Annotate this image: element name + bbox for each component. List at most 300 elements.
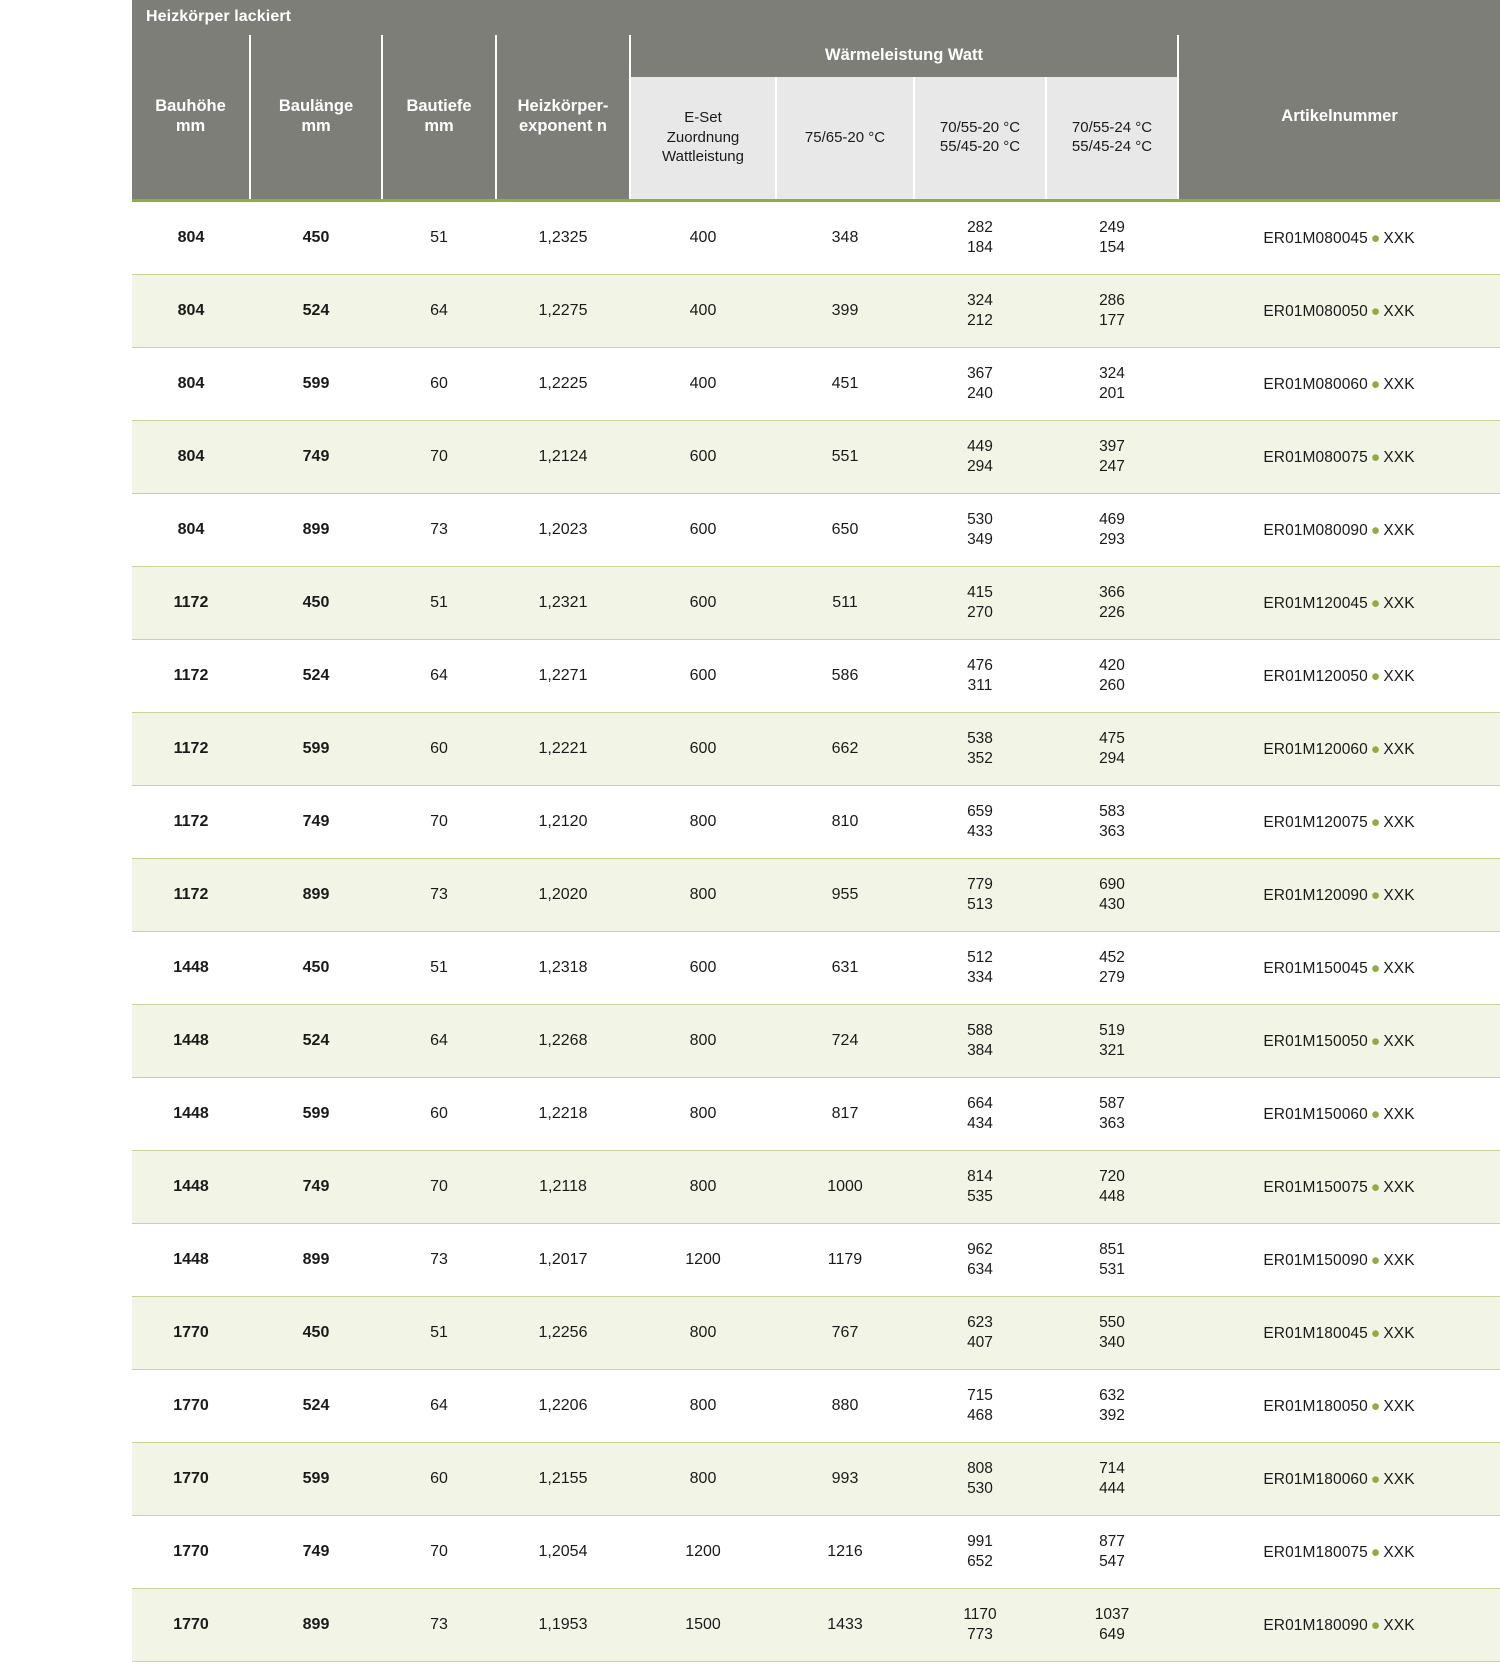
cell-exponent: 1,2325 bbox=[496, 202, 630, 275]
cell-baulaenge: 524 bbox=[250, 640, 382, 713]
cell-artikelnummer bbox=[1178, 1370, 1500, 1443]
cell-baulaenge: 899 bbox=[250, 859, 382, 932]
article-number-prefix: ER01M080075 bbox=[1263, 448, 1368, 466]
cell-70-55-24-upper: 583 bbox=[1099, 802, 1125, 820]
cell-70-55-20 bbox=[914, 1224, 1046, 1297]
table-body bbox=[132, 202, 1500, 1662]
col-header-artikelnummer: Artikelnummer bbox=[1178, 35, 1500, 199]
cell-bauhoehe: 804 bbox=[132, 202, 250, 275]
cell-bautiefe: 51 bbox=[382, 567, 496, 640]
article-number-separator-dot: ● bbox=[1370, 740, 1381, 758]
cell-70-55-24 bbox=[1046, 713, 1178, 786]
cell-baulaenge: 450 bbox=[250, 567, 382, 640]
cell-70-55-20-upper: 538 bbox=[967, 729, 993, 747]
cell-70-55-20-lower: 294 bbox=[967, 458, 993, 476]
subheader-eset-line2: Zuordnung bbox=[666, 128, 740, 146]
cell-70-55-24 bbox=[1046, 421, 1178, 494]
cell-70-55-20 bbox=[914, 786, 1046, 859]
cell-70-55-20-upper: 991 bbox=[967, 1532, 993, 1550]
cell-70-55-24-upper: 249 bbox=[1099, 218, 1125, 236]
cell-artikelnummer bbox=[1178, 202, 1500, 275]
cell-70-55-24-lower: 154 bbox=[1099, 239, 1125, 257]
article-number-separator-dot: ● bbox=[1370, 594, 1381, 612]
table-row bbox=[132, 859, 1500, 932]
cell-70-55-20-lower: 212 bbox=[967, 312, 993, 330]
cell-70-55-20 bbox=[914, 932, 1046, 1005]
cell-75-65-20: 662 bbox=[776, 713, 914, 786]
cell-bautiefe: 60 bbox=[382, 1443, 496, 1516]
cell-exponent: 1,2020 bbox=[496, 859, 630, 932]
col-header-baulaenge-line1: Baulänge bbox=[278, 97, 354, 116]
cell-70-55-24 bbox=[1046, 1589, 1178, 1662]
cell-70-55-24-upper: 286 bbox=[1099, 291, 1125, 309]
cell-70-55-24-lower: 531 bbox=[1099, 1261, 1125, 1279]
cell-bautiefe: 60 bbox=[382, 348, 496, 421]
cell-70-55-20-lower: 352 bbox=[967, 750, 993, 768]
cell-70-55-20 bbox=[914, 1005, 1046, 1078]
col-header-exponent bbox=[496, 35, 630, 199]
article-number-suffix: XXK bbox=[1383, 1251, 1415, 1269]
table-row bbox=[132, 275, 1500, 348]
cell-75-65-20: 880 bbox=[776, 1370, 914, 1443]
cell-70-55-24-upper: 851 bbox=[1099, 1240, 1125, 1258]
cell-70-55-20-lower: 652 bbox=[967, 1553, 993, 1571]
cell-70-55-24-lower: 279 bbox=[1099, 969, 1125, 987]
article-number-separator-dot: ● bbox=[1370, 1470, 1381, 1488]
cell-70-55-24-upper: 877 bbox=[1099, 1532, 1125, 1550]
cell-baulaenge: 524 bbox=[250, 1005, 382, 1078]
cell-eset: 800 bbox=[630, 1005, 776, 1078]
cell-eset: 1200 bbox=[630, 1516, 776, 1589]
cell-bauhoehe: 1448 bbox=[132, 1005, 250, 1078]
cell-bautiefe: 73 bbox=[382, 494, 496, 567]
cell-70-55-20 bbox=[914, 1078, 1046, 1151]
cell-70-55-24-upper: 475 bbox=[1099, 729, 1125, 747]
cell-70-55-20 bbox=[914, 1516, 1046, 1589]
cell-70-55-20 bbox=[914, 1151, 1046, 1224]
col-header-baulaenge-line2: mm bbox=[301, 116, 331, 135]
cell-baulaenge: 450 bbox=[250, 1297, 382, 1370]
cell-eset: 600 bbox=[630, 421, 776, 494]
article-number-separator-dot: ● bbox=[1370, 448, 1381, 466]
cell-exponent: 1,2206 bbox=[496, 1370, 630, 1443]
cell-bauhoehe: 1770 bbox=[132, 1443, 250, 1516]
cell-bautiefe: 51 bbox=[382, 932, 496, 1005]
cell-bautiefe: 51 bbox=[382, 1297, 496, 1370]
article-number-separator-dot: ● bbox=[1370, 1616, 1381, 1634]
cell-70-55-20-lower: 270 bbox=[967, 604, 993, 622]
cell-bauhoehe: 1770 bbox=[132, 1589, 250, 1662]
table-head bbox=[132, 0, 1500, 202]
cell-baulaenge: 899 bbox=[250, 1224, 382, 1297]
table-row bbox=[132, 567, 1500, 640]
cell-70-55-24-lower: 444 bbox=[1099, 1480, 1125, 1498]
table-row bbox=[132, 932, 1500, 1005]
article-number-separator-dot: ● bbox=[1370, 1105, 1381, 1123]
cell-70-55-20-upper: 779 bbox=[967, 875, 993, 893]
table-row bbox=[132, 202, 1500, 275]
cell-eset: 600 bbox=[630, 640, 776, 713]
article-number-separator-dot: ● bbox=[1370, 1178, 1381, 1196]
article-number-separator-dot: ● bbox=[1370, 1032, 1381, 1050]
cell-70-55-24 bbox=[1046, 202, 1178, 275]
article-number-separator-dot: ● bbox=[1370, 375, 1381, 393]
article-number-suffix: XXK bbox=[1383, 1032, 1415, 1050]
cell-bautiefe: 51 bbox=[382, 202, 496, 275]
col-header-exponent-line2: exponent n bbox=[518, 116, 607, 135]
article-number-separator-dot: ● bbox=[1370, 813, 1381, 831]
subheader-eset-line1: E-Set bbox=[684, 108, 722, 126]
cell-70-55-20 bbox=[914, 1370, 1046, 1443]
article-number-prefix: ER01M120075 bbox=[1263, 813, 1368, 831]
table-title: Heizkörper lackiert bbox=[132, 0, 1500, 35]
cell-75-65-20: 631 bbox=[776, 932, 914, 1005]
cell-exponent: 1,2124 bbox=[496, 421, 630, 494]
cell-baulaenge: 599 bbox=[250, 348, 382, 421]
table-row bbox=[132, 1443, 1500, 1516]
cell-artikelnummer bbox=[1178, 932, 1500, 1005]
article-number-prefix: ER01M180045 bbox=[1263, 1324, 1368, 1342]
table-row bbox=[132, 1589, 1500, 1662]
cell-70-55-20-upper: 659 bbox=[967, 802, 993, 820]
cell-70-55-20-lower: 240 bbox=[967, 385, 993, 403]
article-number-separator-dot: ● bbox=[1370, 959, 1381, 977]
cell-70-55-20 bbox=[914, 640, 1046, 713]
article-number-separator-dot: ● bbox=[1370, 521, 1381, 539]
cell-bautiefe: 73 bbox=[382, 1224, 496, 1297]
cell-70-55-20-lower: 384 bbox=[967, 1042, 993, 1060]
cell-70-55-20 bbox=[914, 1443, 1046, 1516]
cell-70-55-24 bbox=[1046, 1224, 1178, 1297]
cell-bauhoehe: 804 bbox=[132, 275, 250, 348]
cell-bautiefe: 70 bbox=[382, 786, 496, 859]
cell-artikelnummer bbox=[1178, 713, 1500, 786]
cell-70-55-20-lower: 433 bbox=[967, 823, 993, 841]
cell-70-55-20-lower: 513 bbox=[967, 896, 993, 914]
cell-eset: 800 bbox=[630, 859, 776, 932]
subheader-70-55-24-line2: 55/45-24 °C bbox=[1071, 138, 1153, 156]
article-number-suffix: XXK bbox=[1383, 1470, 1415, 1488]
subheader-eset bbox=[630, 77, 776, 199]
cell-70-55-20-upper: 282 bbox=[967, 218, 993, 236]
table-row bbox=[132, 1078, 1500, 1151]
article-number-prefix: ER01M150050 bbox=[1263, 1032, 1368, 1050]
cell-70-55-24-upper: 469 bbox=[1099, 510, 1125, 528]
subheader-70-55-24 bbox=[1046, 77, 1178, 199]
article-number-suffix: XXK bbox=[1383, 229, 1415, 247]
cell-baulaenge: 524 bbox=[250, 275, 382, 348]
article-number-prefix: ER01M080050 bbox=[1263, 302, 1368, 320]
article-number-suffix: XXK bbox=[1383, 1105, 1415, 1123]
cell-exponent: 1,2225 bbox=[496, 348, 630, 421]
cell-baulaenge: 450 bbox=[250, 202, 382, 275]
article-number-suffix: XXK bbox=[1383, 1543, 1415, 1561]
article-number-separator-dot: ● bbox=[1370, 302, 1381, 320]
cell-bautiefe: 73 bbox=[382, 1589, 496, 1662]
cell-bauhoehe: 1172 bbox=[132, 786, 250, 859]
article-number-suffix: XXK bbox=[1383, 594, 1415, 612]
cell-bauhoehe: 1172 bbox=[132, 859, 250, 932]
cell-artikelnummer bbox=[1178, 1151, 1500, 1224]
table-row bbox=[132, 1516, 1500, 1589]
cell-baulaenge: 899 bbox=[250, 1589, 382, 1662]
cell-bauhoehe: 1448 bbox=[132, 1151, 250, 1224]
cell-70-55-24-lower: 177 bbox=[1099, 312, 1125, 330]
subheader-eset-line3: Wattleistung bbox=[662, 148, 744, 166]
cell-bautiefe: 60 bbox=[382, 713, 496, 786]
cell-70-55-24 bbox=[1046, 640, 1178, 713]
cell-70-55-20-upper: 814 bbox=[967, 1167, 993, 1185]
article-number-separator-dot: ● bbox=[1370, 886, 1381, 904]
cell-artikelnummer bbox=[1178, 1516, 1500, 1589]
cell-70-55-20-upper: 1170 bbox=[963, 1605, 997, 1623]
cell-bauhoehe: 1770 bbox=[132, 1297, 250, 1370]
cell-70-55-20-upper: 664 bbox=[967, 1094, 993, 1112]
cell-70-55-20 bbox=[914, 713, 1046, 786]
cell-bauhoehe: 804 bbox=[132, 421, 250, 494]
cell-70-55-24-upper: 720 bbox=[1099, 1167, 1125, 1185]
article-number-suffix: XXK bbox=[1383, 1178, 1415, 1196]
table-row bbox=[132, 348, 1500, 421]
cell-70-55-20 bbox=[914, 1589, 1046, 1662]
cell-70-55-24-lower: 201 bbox=[1099, 385, 1125, 403]
cell-70-55-24-upper: 420 bbox=[1099, 656, 1125, 674]
article-number-suffix: XXK bbox=[1383, 302, 1415, 320]
cell-70-55-20-upper: 588 bbox=[967, 1021, 993, 1039]
cell-75-65-20: 551 bbox=[776, 421, 914, 494]
article-number-prefix: ER01M180090 bbox=[1263, 1616, 1368, 1634]
column-header-row bbox=[132, 35, 1500, 77]
cell-artikelnummer bbox=[1178, 421, 1500, 494]
article-number-prefix: ER01M120050 bbox=[1263, 667, 1368, 685]
cell-70-55-24-upper: 519 bbox=[1099, 1021, 1125, 1039]
cell-baulaenge: 749 bbox=[250, 786, 382, 859]
cell-70-55-20-upper: 530 bbox=[967, 510, 993, 528]
cell-baulaenge: 899 bbox=[250, 494, 382, 567]
cell-75-65-20: 810 bbox=[776, 786, 914, 859]
table-row bbox=[132, 1151, 1500, 1224]
cell-bauhoehe: 1172 bbox=[132, 713, 250, 786]
cell-bauhoehe: 804 bbox=[132, 348, 250, 421]
cell-eset: 1200 bbox=[630, 1224, 776, 1297]
cell-eset: 400 bbox=[630, 348, 776, 421]
cell-70-55-24-lower: 321 bbox=[1099, 1042, 1125, 1060]
col-header-bautiefe bbox=[382, 35, 496, 199]
cell-exponent: 1,2221 bbox=[496, 713, 630, 786]
cell-70-55-24 bbox=[1046, 1078, 1178, 1151]
article-number-separator-dot: ● bbox=[1370, 1543, 1381, 1561]
table-row bbox=[132, 786, 1500, 859]
cell-artikelnummer bbox=[1178, 348, 1500, 421]
table-row bbox=[132, 713, 1500, 786]
cell-bauhoehe: 1172 bbox=[132, 567, 250, 640]
article-number-prefix: ER01M180075 bbox=[1263, 1543, 1368, 1561]
cell-75-65-20: 399 bbox=[776, 275, 914, 348]
cell-70-55-20-lower: 634 bbox=[967, 1261, 993, 1279]
table-row bbox=[132, 421, 1500, 494]
cell-75-65-20: 1179 bbox=[776, 1224, 914, 1297]
cell-artikelnummer bbox=[1178, 640, 1500, 713]
cell-70-55-24 bbox=[1046, 1297, 1178, 1370]
cell-70-55-24 bbox=[1046, 348, 1178, 421]
cell-baulaenge: 749 bbox=[250, 1516, 382, 1589]
cell-bautiefe: 60 bbox=[382, 1078, 496, 1151]
subheader-75-65-20: 75/65-20 °C bbox=[776, 77, 914, 199]
cell-75-65-20: 1000 bbox=[776, 1151, 914, 1224]
article-number-suffix: XXK bbox=[1383, 448, 1415, 466]
cell-artikelnummer bbox=[1178, 494, 1500, 567]
cell-eset: 800 bbox=[630, 1297, 776, 1370]
table-row bbox=[132, 1224, 1500, 1297]
cell-70-55-24 bbox=[1046, 786, 1178, 859]
col-header-bautiefe-line1: Bautiefe bbox=[406, 97, 472, 116]
cell-baulaenge: 749 bbox=[250, 421, 382, 494]
cell-exponent: 1,2118 bbox=[496, 1151, 630, 1224]
cell-75-65-20: 993 bbox=[776, 1443, 914, 1516]
cell-artikelnummer bbox=[1178, 1078, 1500, 1151]
cell-70-55-24-lower: 294 bbox=[1099, 750, 1125, 768]
article-number-prefix: ER01M120060 bbox=[1263, 740, 1368, 758]
cell-eset: 600 bbox=[630, 713, 776, 786]
article-number-prefix: ER01M150060 bbox=[1263, 1105, 1368, 1123]
cell-70-55-20-lower: 530 bbox=[967, 1480, 993, 1498]
cell-70-55-20-lower: 407 bbox=[967, 1334, 993, 1352]
col-header-exponent-line1: Heizkörper- bbox=[517, 97, 609, 116]
cell-75-65-20: 586 bbox=[776, 640, 914, 713]
cell-eset: 800 bbox=[630, 1443, 776, 1516]
cell-bauhoehe: 804 bbox=[132, 494, 250, 567]
article-number-suffix: XXK bbox=[1383, 1397, 1415, 1415]
cell-70-55-24 bbox=[1046, 1370, 1178, 1443]
article-number-suffix: XXK bbox=[1383, 521, 1415, 539]
article-number-suffix: XXK bbox=[1383, 1324, 1415, 1342]
cell-eset: 800 bbox=[630, 1078, 776, 1151]
article-number-prefix: ER01M180060 bbox=[1263, 1470, 1368, 1488]
cell-70-55-24 bbox=[1046, 932, 1178, 1005]
col-header-baulaenge bbox=[250, 35, 382, 199]
cell-70-55-24 bbox=[1046, 567, 1178, 640]
cell-bautiefe: 64 bbox=[382, 640, 496, 713]
cell-exponent: 1,2155 bbox=[496, 1443, 630, 1516]
cell-75-65-20: 955 bbox=[776, 859, 914, 932]
cell-75-65-20: 1216 bbox=[776, 1516, 914, 1589]
cell-70-55-24-lower: 293 bbox=[1099, 531, 1125, 549]
article-number-prefix: ER01M080060 bbox=[1263, 375, 1368, 393]
cell-70-55-20 bbox=[914, 275, 1046, 348]
cell-70-55-24-upper: 632 bbox=[1099, 1386, 1125, 1404]
cell-bauhoehe: 1172 bbox=[132, 640, 250, 713]
cell-70-55-20-lower: 434 bbox=[967, 1115, 993, 1133]
cell-75-65-20: 767 bbox=[776, 1297, 914, 1370]
cell-70-55-24 bbox=[1046, 1151, 1178, 1224]
col-header-bauhoehe-line2: mm bbox=[175, 116, 206, 135]
cell-70-55-20-lower: 334 bbox=[967, 969, 993, 987]
cell-70-55-24-upper: 550 bbox=[1099, 1313, 1125, 1331]
cell-75-65-20: 650 bbox=[776, 494, 914, 567]
cell-75-65-20: 511 bbox=[776, 567, 914, 640]
cell-bauhoehe: 1448 bbox=[132, 1078, 250, 1151]
article-number-prefix: ER01M180050 bbox=[1263, 1397, 1368, 1415]
cell-bauhoehe: 1448 bbox=[132, 932, 250, 1005]
cell-70-55-24-upper: 714 bbox=[1099, 1459, 1125, 1477]
cell-bauhoehe: 1770 bbox=[132, 1370, 250, 1443]
cell-artikelnummer bbox=[1178, 786, 1500, 859]
cell-75-65-20: 724 bbox=[776, 1005, 914, 1078]
cell-artikelnummer bbox=[1178, 567, 1500, 640]
cell-eset: 400 bbox=[630, 275, 776, 348]
cell-70-55-20-upper: 367 bbox=[967, 364, 993, 382]
cell-70-55-24 bbox=[1046, 494, 1178, 567]
cell-artikelnummer bbox=[1178, 1589, 1500, 1662]
cell-70-55-24-lower: 547 bbox=[1099, 1553, 1125, 1571]
cell-exponent: 1,2321 bbox=[496, 567, 630, 640]
cell-70-55-20-upper: 512 bbox=[967, 948, 993, 966]
cell-70-55-20-upper: 962 bbox=[967, 1240, 993, 1258]
cell-exponent: 1,2218 bbox=[496, 1078, 630, 1151]
cell-eset: 400 bbox=[630, 202, 776, 275]
cell-eset: 800 bbox=[630, 786, 776, 859]
cell-70-55-20 bbox=[914, 494, 1046, 567]
cell-70-55-24-upper: 324 bbox=[1099, 364, 1125, 382]
table-row bbox=[132, 1370, 1500, 1443]
cell-70-55-20 bbox=[914, 567, 1046, 640]
cell-eset: 800 bbox=[630, 1370, 776, 1443]
article-number-suffix: XXK bbox=[1383, 1616, 1415, 1634]
article-number-suffix: XXK bbox=[1383, 375, 1415, 393]
table-title-row bbox=[132, 0, 1500, 35]
cell-70-55-24-upper: 397 bbox=[1099, 437, 1125, 455]
article-number-separator-dot: ● bbox=[1370, 229, 1381, 247]
cell-70-55-24-upper: 366 bbox=[1099, 583, 1125, 601]
cell-eset: 600 bbox=[630, 494, 776, 567]
cell-eset: 800 bbox=[630, 1151, 776, 1224]
cell-bautiefe: 70 bbox=[382, 1516, 496, 1589]
cell-70-55-24-lower: 247 bbox=[1099, 458, 1125, 476]
cell-70-55-20-lower: 184 bbox=[967, 239, 993, 257]
article-number-prefix: ER01M150090 bbox=[1263, 1251, 1368, 1269]
cell-bautiefe: 70 bbox=[382, 1151, 496, 1224]
cell-70-55-24-upper: 1037 bbox=[1094, 1605, 1130, 1623]
cell-70-55-20-upper: 623 bbox=[967, 1313, 993, 1331]
cell-artikelnummer bbox=[1178, 1297, 1500, 1370]
cell-70-55-20 bbox=[914, 859, 1046, 932]
cell-70-55-24-lower: 340 bbox=[1099, 1334, 1125, 1352]
cell-70-55-24 bbox=[1046, 1443, 1178, 1516]
cell-70-55-24 bbox=[1046, 1005, 1178, 1078]
cell-70-55-24-upper: 452 bbox=[1099, 948, 1125, 966]
cell-70-55-24-upper: 587 bbox=[1099, 1094, 1125, 1112]
cell-70-55-20 bbox=[914, 421, 1046, 494]
cell-70-55-20-upper: 476 bbox=[967, 656, 993, 674]
cell-artikelnummer bbox=[1178, 1005, 1500, 1078]
cell-70-55-20-upper: 449 bbox=[967, 437, 993, 455]
cell-75-65-20: 451 bbox=[776, 348, 914, 421]
cell-70-55-20-lower: 535 bbox=[967, 1188, 993, 1206]
cell-70-55-24 bbox=[1046, 1516, 1178, 1589]
cell-70-55-20-lower: 773 bbox=[967, 1626, 993, 1644]
cell-bautiefe: 64 bbox=[382, 1370, 496, 1443]
cell-75-65-20: 817 bbox=[776, 1078, 914, 1151]
cell-70-55-20-lower: 468 bbox=[967, 1407, 993, 1425]
cell-70-55-24-upper: 690 bbox=[1099, 875, 1125, 893]
cell-exponent: 1,2271 bbox=[496, 640, 630, 713]
cell-baulaenge: 524 bbox=[250, 1370, 382, 1443]
cell-baulaenge: 450 bbox=[250, 932, 382, 1005]
table-row bbox=[132, 494, 1500, 567]
cell-exponent: 1,2256 bbox=[496, 1297, 630, 1370]
cell-artikelnummer bbox=[1178, 275, 1500, 348]
article-number-prefix: ER01M080045 bbox=[1263, 229, 1368, 247]
